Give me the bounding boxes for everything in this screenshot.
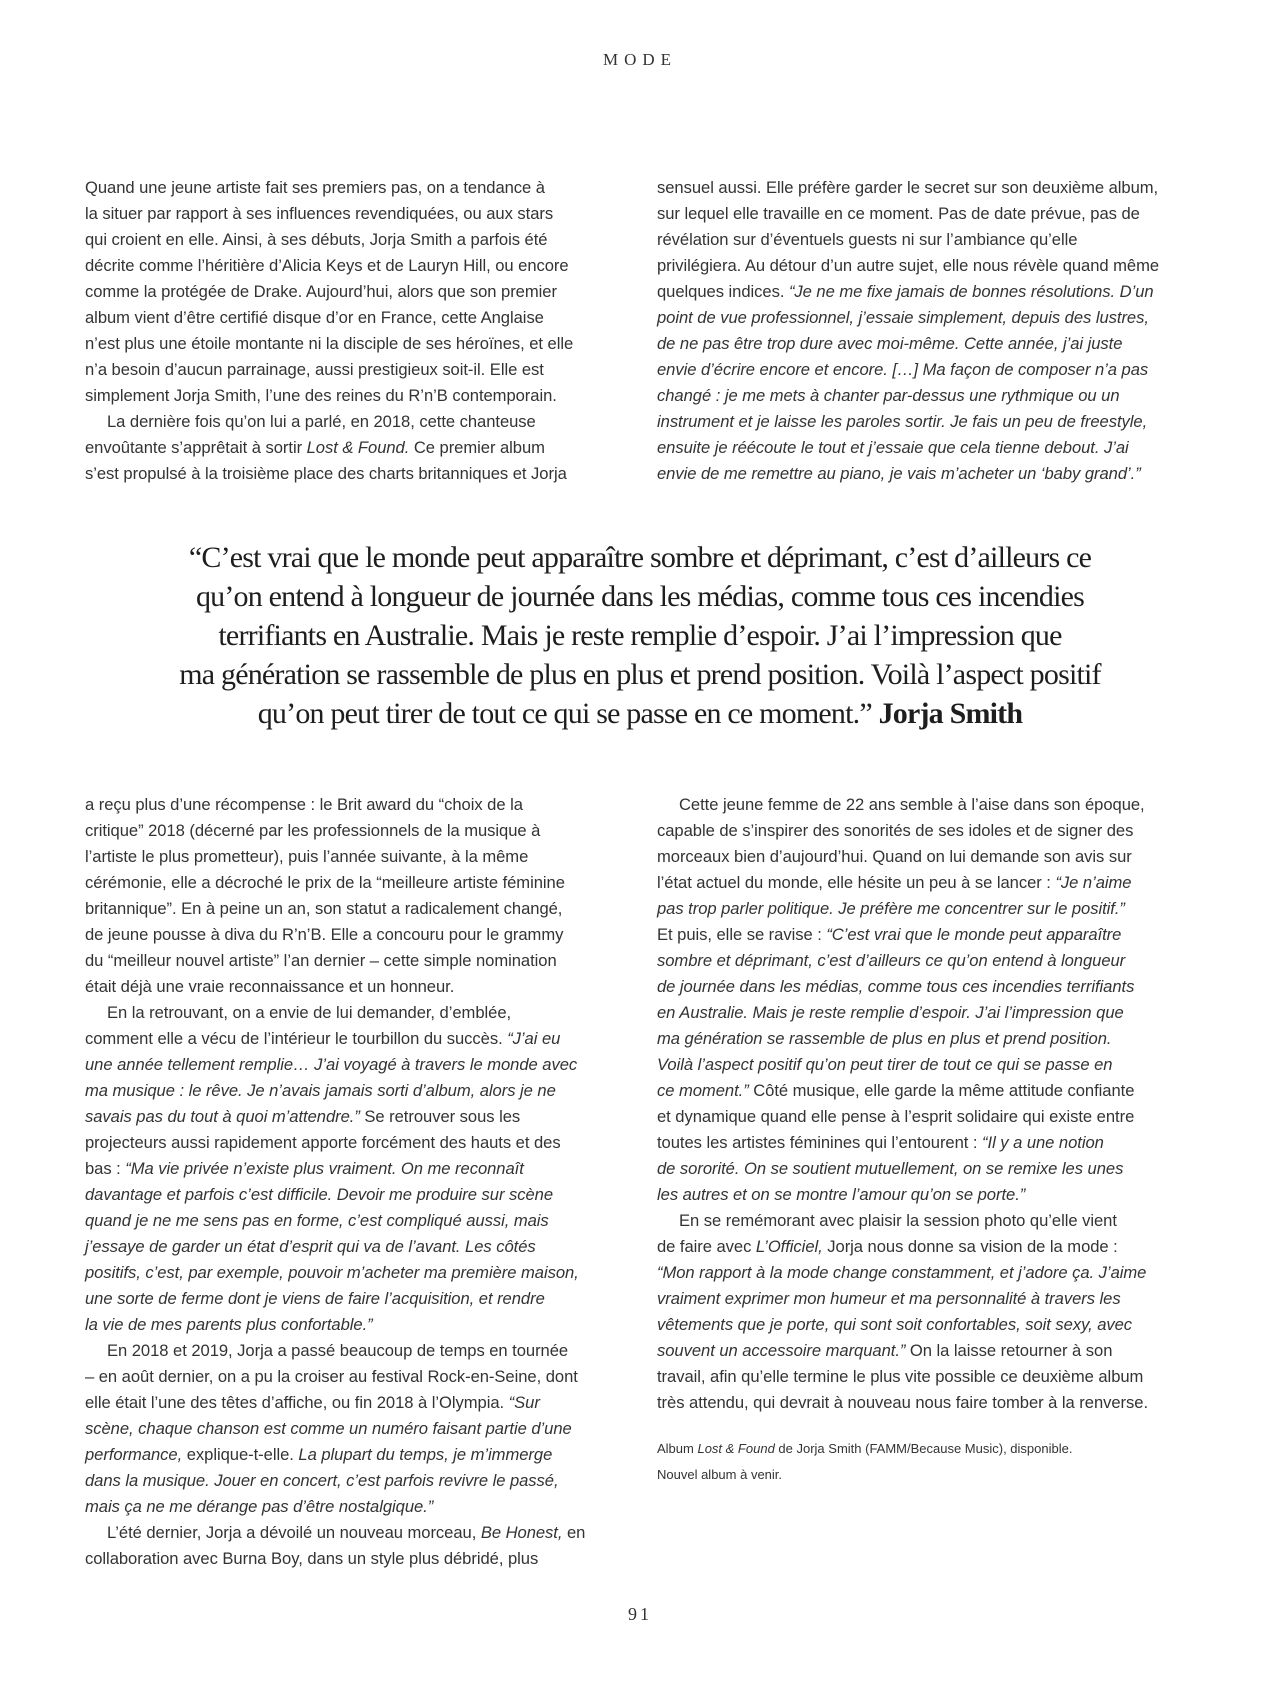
text-segment: explique-t-elle. xyxy=(182,1445,299,1464)
text-line xyxy=(657,1338,1202,1364)
text-line xyxy=(657,253,1202,279)
italic-quote-segment: en Australie. Mais je reste remplie d’espoir. J’ai l’impression que xyxy=(657,1003,1124,1022)
pull-quote-line: ma génération se rassemble de plus en plus et prend position. Voilà l’aspect positif xyxy=(179,658,1101,691)
text-line xyxy=(657,1130,1202,1156)
italic-quote-segment: La plupart du temps, je m’immerge xyxy=(298,1445,553,1464)
text-segment: du “meilleur nouvel artiste” l’an dernier – cette simple nomination xyxy=(85,951,557,970)
text-line xyxy=(657,1078,1202,1104)
text-segment: envoûtante s’apprêtait à sortir xyxy=(85,438,307,457)
italic-quote-segment: Lost & Found. xyxy=(306,438,410,457)
text-segment: sensuel aussi. Elle préfère garder le secret sur son deuxième album, xyxy=(657,178,1159,197)
pull-quote xyxy=(140,538,1140,733)
text-segment: comme la protégée de Drake. Aujourd’hui, alors que son premier xyxy=(85,282,557,301)
text-line xyxy=(85,1416,630,1442)
text-segment: elle était l’une des têtes d’affiche, ou fin 2018 à l’Olympia. xyxy=(85,1393,509,1412)
text-line xyxy=(85,1130,630,1156)
text-segment: projecteurs aussi rapidement apporte forcément des hauts et des xyxy=(85,1133,561,1152)
text-segment: Côté musique, elle garde la même attitude confiante xyxy=(748,1081,1135,1100)
text-line xyxy=(85,1286,630,1312)
text-line xyxy=(657,1234,1202,1260)
text-line xyxy=(85,844,630,870)
italic-quote-segment: “Sur xyxy=(508,1393,540,1412)
text-line xyxy=(85,1104,630,1130)
text-line xyxy=(657,974,1202,1000)
text-line xyxy=(85,1078,630,1104)
text-segment: Jorja nous donne sa vision de la mode : xyxy=(822,1237,1118,1256)
pull-quote-line: terrifiants en Australie. Mais je reste remplie d’espoir. J’ai l’impression que xyxy=(218,619,1062,652)
italic-quote-segment: ce moment.” xyxy=(657,1081,749,1100)
italic-quote-segment: performance, xyxy=(85,1445,183,1464)
page-number: 91 xyxy=(628,1604,652,1624)
text-segment: très attendu, qui devrait à nouveau nous faire tomber à la renverse. xyxy=(657,1393,1149,1412)
text-line xyxy=(85,175,630,201)
text-segment: travail, afin qu’elle termine le plus vite possible ce deuxième album xyxy=(657,1367,1144,1386)
text-line xyxy=(85,1182,630,1208)
italic-quote-segment: une sorte de ferme dont je viens de faire l’acquisition, et rendre xyxy=(85,1289,545,1308)
italic-quote-segment: Be Honest, xyxy=(480,1523,563,1542)
text-segment: britannique”. En à peine un an, son statut a radicalement changé, xyxy=(85,899,563,918)
text-line xyxy=(657,409,1202,435)
text-segment: L’été dernier, Jorja a dévoilé un nouveau morceau, xyxy=(107,1523,481,1542)
text-segment: Quand une jeune artiste fait ses premiers pas, on a tendance à xyxy=(85,178,545,197)
italic-quote-segment: point de vue professionnel, j’essaie simplement, depuis des lustres, xyxy=(657,308,1149,327)
text-line xyxy=(657,818,1202,844)
text-line xyxy=(657,1104,1202,1130)
text-line xyxy=(85,1260,630,1286)
italic-quote-segment: changé : je me mets à chanter par-dessus une rythmique ou un xyxy=(657,386,1120,405)
credits-line-1 xyxy=(657,1436,1202,1462)
text-line xyxy=(657,357,1202,383)
text-line xyxy=(657,1260,1202,1286)
text-segment: Ce premier album xyxy=(409,438,545,457)
text-line xyxy=(657,435,1202,461)
text-segment: s’est propulsé à la troisième place des charts britanniques et Jorja xyxy=(85,464,567,483)
text-line xyxy=(657,896,1202,922)
text-line xyxy=(85,435,630,461)
italic-quote-segment: positifs, c’est, par exemple, pouvoir m’acheter ma première maison, xyxy=(85,1263,579,1282)
text-segment: – en août dernier, on a pu la croiser au festival Rock-en-Seine, dont xyxy=(85,1367,578,1386)
text-line xyxy=(85,1520,630,1546)
text-line xyxy=(85,1052,630,1078)
text-segment: comment elle a vécu de l’intérieur le tourbillon du succès. xyxy=(85,1029,508,1048)
italic-quote-segment: instrument et je laisse les paroles sortir. Je fais un peu de freestyle, xyxy=(657,412,1148,431)
text-segment: collaboration avec Burna Boy, dans un style plus débridé, plus xyxy=(85,1549,539,1568)
italic-quote-segment: envie de me remettre au piano, je vais m’acheter un ‘baby grand’.” xyxy=(657,464,1141,483)
text-segment: bas : xyxy=(85,1159,126,1178)
text-line xyxy=(85,461,630,487)
italic-quote-segment: pas trop parler politique. Je préfère me concentrer sur le positif.” xyxy=(657,899,1125,918)
text-line xyxy=(85,974,630,1000)
text-segment: simplement Jorja Smith, l’une des reines du R’n’B contemporain. xyxy=(85,386,557,405)
text-line xyxy=(85,1208,630,1234)
text-segment: En la retrouvant, on a envie de lui demander, d’emblée, xyxy=(107,1003,512,1022)
italic-quote-segment: de sororité. On se soutient mutuellement, on se remixe les unes xyxy=(657,1159,1124,1178)
text-line xyxy=(657,383,1202,409)
article-column-bottom-right xyxy=(657,792,1202,1416)
article-column-top-left xyxy=(85,175,630,487)
text-line xyxy=(85,1364,630,1390)
text-line xyxy=(85,1026,630,1052)
text-segment: de faire avec xyxy=(657,1237,756,1256)
text-line xyxy=(85,253,630,279)
text-segment: décrite comme l’héritière d’Alicia Keys et de Lauryn Hill, ou encore xyxy=(85,256,569,275)
article-column-bottom-left xyxy=(85,792,630,1572)
text-segment: cérémonie, elle a décroché le prix de la “meilleure artiste féminine xyxy=(85,873,565,892)
text-segment: de jeune pousse à diva du R’n’B. Elle a concouru pour le grammy xyxy=(85,925,564,944)
credits-prefix: Album xyxy=(657,1441,698,1456)
text-segment: La dernière fois qu’on lui a parlé, en 2018, cette chanteuse xyxy=(107,412,536,431)
text-line xyxy=(85,383,630,409)
section-header: MODE xyxy=(602,50,678,69)
text-line xyxy=(85,948,630,974)
italic-quote-segment: “Il y a une notion xyxy=(982,1133,1104,1152)
album-credits xyxy=(657,1436,1202,1488)
text-line xyxy=(657,1156,1202,1182)
italic-quote-segment: les autres et on se montre l’amour qu’on se porte.” xyxy=(657,1185,1026,1204)
text-segment: qui croient en elle. Ainsi, à ses débuts, Jorja Smith a parfois été xyxy=(85,230,548,249)
album-title: Lost & Found xyxy=(697,1441,775,1456)
italic-quote-segment: Voilà l’aspect positif qu’on peut tirer de tout ce qui se passe en xyxy=(657,1055,1113,1074)
italic-quote-segment: ensuite je réécoute le tout et j’essaie que cela tienne debout. J’ai xyxy=(657,438,1129,457)
text-segment: morceaux bien d’aujourd’hui. Quand on lui demande son avis sur xyxy=(657,847,1132,866)
text-segment: toutes les artistes féminines qui l’entourent : xyxy=(657,1133,983,1152)
text-line xyxy=(657,279,1202,305)
italic-quote-segment: de journée dans les médias, comme tous ces incendies terrifiants xyxy=(657,977,1135,996)
text-line xyxy=(85,279,630,305)
pull-quote-line: “C’est vrai que le monde peut apparaître sombre et déprimant, c’est d’ailleurs ce xyxy=(188,541,1092,574)
italic-quote-segment: dans la musique. Jouer en concert, c’est parfois revivre le passé, xyxy=(85,1471,559,1490)
italic-quote-segment: quand je ne me sens pas en forme, c’est compliqué aussi, mais xyxy=(85,1211,549,1230)
text-line xyxy=(657,844,1202,870)
text-line xyxy=(657,1312,1202,1338)
text-line xyxy=(85,331,630,357)
text-line xyxy=(85,896,630,922)
pull-quote-text: qu’on peut tirer de tout ce qui se passe en ce moment.” xyxy=(257,697,872,730)
italic-quote-segment: j’essaye de garder un état d’esprit qui va de l’avant. Les côtés xyxy=(85,1237,536,1256)
text-segment: Cette jeune femme de 22 ans semble à l’aise dans son époque, xyxy=(679,795,1145,814)
italic-quote-segment: “C’est vrai que le monde peut apparaître xyxy=(826,925,1122,944)
text-line xyxy=(657,948,1202,974)
italic-quote-segment: envie d’écrire encore et encore. […] Ma façon de composer n’a pas xyxy=(657,360,1149,379)
italic-quote-segment: ma génération se rassemble de plus en plus et prend position. xyxy=(657,1029,1112,1048)
italic-quote-segment: la vie de mes parents plus confortable.” xyxy=(85,1315,373,1334)
text-segment: Et puis, elle se ravise : xyxy=(657,925,827,944)
text-line xyxy=(85,201,630,227)
text-line xyxy=(85,227,630,253)
text-segment: révélation sur d’éventuels guests ni sur l’ambiance qu’elle xyxy=(657,230,1078,249)
text-line xyxy=(657,1000,1202,1026)
pull-quote-attribution: Jorja Smith xyxy=(878,697,1023,730)
italic-quote-segment: vêtements que je porte, qui sont soit confortables, soit sexy, avec xyxy=(657,1315,1133,1334)
text-segment: la situer par rapport à ses influences revendiquées, ou aux stars xyxy=(85,204,554,223)
credits-suffix: de Jorja Smith (FAMM/Because Music), disponible. xyxy=(774,1441,1073,1456)
text-segment: l’artiste le plus prometteur), puis l’année suivante, à la même xyxy=(85,847,529,866)
text-line xyxy=(657,792,1202,818)
italic-quote-segment: “Je n’aime xyxy=(1055,873,1132,892)
text-line xyxy=(85,1338,630,1364)
text-segment: et dynamique quand elle pense à l’esprit solidaire qui existe entre xyxy=(657,1107,1135,1126)
text-line xyxy=(657,870,1202,896)
text-segment: En 2018 et 2019, Jorja a passé beaucoup de temps en tournée xyxy=(107,1341,569,1360)
text-segment: a reçu plus d’une récompense : le Brit award du “choix de la xyxy=(85,795,523,814)
text-line xyxy=(657,1364,1202,1390)
text-segment: sur lequel elle travaille en ce moment. Pas de date prévue, pas de xyxy=(657,204,1140,223)
text-segment: album vient d’être certifié disque d’or en France, cette Anglaise xyxy=(85,308,544,327)
text-segment: quelques indices. xyxy=(657,282,789,301)
italic-quote-segment: “Mon rapport à la mode change constamment, et j’adore ça. J’aime xyxy=(657,1263,1147,1282)
text-line xyxy=(85,1156,630,1182)
text-line xyxy=(85,1468,630,1494)
text-line xyxy=(85,1312,630,1338)
italic-quote-segment: davantage et parfois c’est difficile. Devoir me produire sur scène xyxy=(85,1185,554,1204)
pull-quote-line: qu’on entend à longueur de journée dans les médias, comme tous ces incendies xyxy=(195,580,1085,613)
article-column-top-right xyxy=(657,175,1202,487)
text-segment: n’est plus une étoile montante ni la disciple de ses héroïnes, et elle xyxy=(85,334,574,353)
text-line xyxy=(85,1000,630,1026)
text-line xyxy=(85,792,630,818)
text-line xyxy=(657,331,1202,357)
text-line xyxy=(657,305,1202,331)
text-line xyxy=(85,1390,630,1416)
text-line xyxy=(85,870,630,896)
text-segment: n’a besoin d’aucun parrainage, aussi prestigieux soit-il. Elle est xyxy=(85,360,544,379)
italic-quote-segment: vraiment exprimer mon humeur et ma personnalité à travers les xyxy=(657,1289,1121,1308)
italic-quote-segment: mais ça ne me dérange pas d’être nostalgique.” xyxy=(85,1497,434,1516)
text-line xyxy=(657,461,1202,487)
text-line xyxy=(85,1442,630,1468)
text-line xyxy=(85,1546,630,1572)
text-line xyxy=(85,305,630,331)
italic-quote-segment: “Ma vie privée n’existe plus vraiment. On me reconnaît xyxy=(125,1159,524,1178)
italic-quote-segment: “Je ne me fixe jamais de bonnes résolutions. D’un xyxy=(788,282,1154,301)
text-line xyxy=(657,922,1202,948)
text-line xyxy=(657,1286,1202,1312)
text-line xyxy=(657,1390,1202,1416)
text-line xyxy=(85,1234,630,1260)
italic-quote-segment: ma musique : le rêve. Je n’avais jamais sorti d’album, alors je ne xyxy=(85,1081,556,1100)
text-segment: Se retrouver sous les xyxy=(359,1107,521,1126)
text-line xyxy=(657,201,1202,227)
text-line xyxy=(85,922,630,948)
text-segment: en xyxy=(562,1523,586,1542)
text-line xyxy=(85,1494,630,1520)
text-segment: On la laisse retourner à son xyxy=(905,1341,1113,1360)
text-line xyxy=(657,1026,1202,1052)
text-segment: était déjà une vraie reconnaissance et un honneur. xyxy=(85,977,455,996)
italic-quote-segment: L’Officiel, xyxy=(755,1237,823,1256)
italic-quote-segment: “J’ai eu xyxy=(507,1029,561,1048)
text-line xyxy=(657,175,1202,201)
text-line xyxy=(85,357,630,383)
italic-quote-segment: souvent un accessoire marquant.” xyxy=(657,1341,906,1360)
italic-quote-segment: savais pas du tout à quoi m’attendre.” xyxy=(85,1107,360,1126)
text-segment: capable de s’inspirer des sonorités de ses idoles et de signer des xyxy=(657,821,1134,840)
text-line xyxy=(657,1052,1202,1078)
text-line xyxy=(85,818,630,844)
pull-quote-last-line xyxy=(140,694,1140,733)
italic-quote-segment: de ne pas être trop dure avec moi-même. Cette année, j’ai juste xyxy=(657,334,1123,353)
italic-quote-segment: scène, chaque chanson est comme un numéro faisant partie d’une xyxy=(85,1419,572,1438)
text-line xyxy=(85,409,630,435)
text-segment: critique” 2018 (décerné par les professionnels de la musique à xyxy=(85,821,541,840)
italic-quote-segment: une année tellement remplie… J’ai voyagé à travers le monde avec xyxy=(85,1055,578,1074)
text-segment: privilégiera. Au détour d’un autre sujet, elle nous révèle quand même xyxy=(657,256,1160,275)
italic-quote-segment: sombre et déprimant, c’est d’ailleurs ce qu’on entend à longueur xyxy=(657,951,1126,970)
text-line xyxy=(657,1182,1202,1208)
text-segment: l’état actuel du monde, elle hésite un peu à se lancer : xyxy=(657,873,1056,892)
text-segment: En se remémorant avec plaisir la session photo qu’elle vient xyxy=(679,1211,1117,1230)
text-line xyxy=(657,1208,1202,1234)
text-line xyxy=(657,227,1202,253)
credits-line-2: Nouvel album à venir. xyxy=(657,1467,783,1482)
